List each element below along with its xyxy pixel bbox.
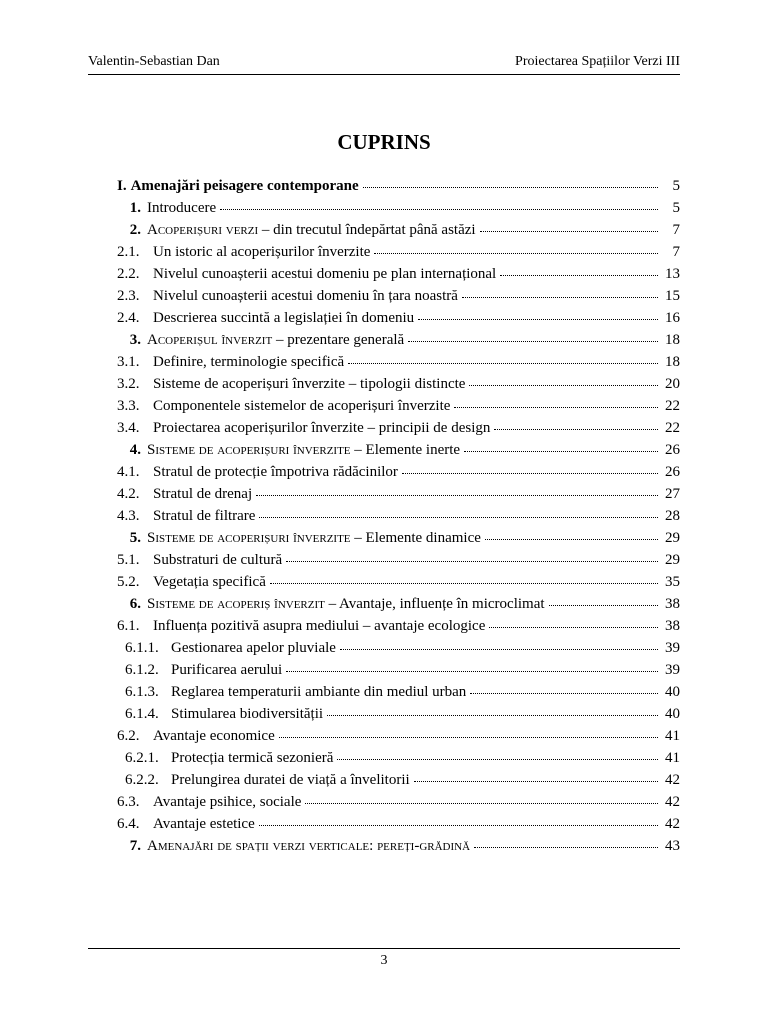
toc-entry[interactable] [117,285,680,307]
toc-entry-number: 7. [129,838,141,854]
toc-dot-leader [374,253,658,254]
toc-entry-page: 5 [672,178,680,194]
toc-entry-number: 5.1. [117,552,140,568]
toc-entry[interactable] [117,659,680,681]
toc-entry-title: Componentele sistemelor de acoperișuri înverzite [153,398,451,414]
toc-entry-title: Sisteme de acoperișuri înverzite – tipologii distincte [153,376,466,392]
toc-entry-title: Substraturi de cultură [153,552,283,568]
toc-entry[interactable] [117,175,680,197]
toc-entry-page: 20 [665,376,680,392]
toc-dot-leader [485,539,658,540]
toc-entry-page: 18 [665,332,680,348]
toc-dot-leader [408,341,658,342]
toc-entry-title: Amenajări peisagere contemporane [130,178,359,194]
toc-entry-title [147,439,460,461]
toc-dot-leader [469,385,658,386]
toc-dot-leader [259,825,658,826]
toc-entry-number: 6. [129,596,141,612]
toc-entry-number: 2.3. [117,288,140,304]
toc-dot-leader [363,187,658,188]
toc-entry-page: 42 [665,772,680,788]
toc-entry[interactable] [117,747,680,769]
toc-entry-title-rest: – din trecutul îndepărtat până astăzi [258,222,476,238]
toc-entry-title: Nivelul cunoașterii acestui domeniu în țara noastră [153,288,458,304]
toc-entry-number: 2. [129,222,141,238]
toc-entry-title-smallcaps: Sisteme de acoperișuri înverzite [147,530,351,546]
toc-entry[interactable] [117,329,680,351]
toc-entry-number: 6.2.2. [125,772,159,788]
toc-entry-page: 26 [665,464,680,480]
toc-entry-page: 13 [665,266,680,282]
toc-entry-number: 6.1.1. [125,640,159,656]
toc-entry-number: 6.2. [117,728,140,744]
toc-entry[interactable] [117,439,680,461]
toc-entry-title: Proiectarea acoperișurilor înverzite – principii de design [153,420,491,436]
toc-dot-leader [259,517,658,518]
toc-dot-leader [470,693,658,694]
toc-dot-leader [220,209,658,210]
toc-entry-title-smallcaps: Sisteme de acoperiș înverzit [147,596,325,612]
toc-dot-leader [549,605,658,606]
toc-entry[interactable] [117,681,680,703]
toc-entry-title [147,219,476,241]
toc-entry-page: 42 [665,794,680,810]
toc-entry[interactable] [117,373,680,395]
toc-entry-title: Nivelul cunoașterii acestui domeniu pe plan internațional [153,266,497,282]
toc-entry-page: 22 [665,398,680,414]
toc-entry-number: 4.1. [117,464,140,480]
toc-entry-number: 6.1.4. [125,706,159,722]
toc-entry-title [147,835,470,857]
toc-dot-leader [474,847,658,848]
toc-entry-page: 38 [665,596,680,612]
toc-entry-title: Vegetația specifică [153,574,266,590]
toc-entry-number: 2.2. [117,266,140,282]
toc-entry-page: 16 [665,310,680,326]
toc-entry-number: 6.1. [117,618,140,634]
toc-entry[interactable] [117,483,680,505]
toc-entry[interactable] [117,219,680,241]
toc-entry-page: 39 [665,640,680,656]
toc-entry-page: 7 [672,244,680,260]
toc-entry-page: 35 [665,574,680,590]
toc-entry-title: Reglarea temperaturii ambiante din mediul urban [171,684,467,700]
toc-entry-title: Un istoric al acoperișurilor înverzite [153,244,371,260]
toc-dot-leader [402,473,658,474]
toc-entry-title: Avantaje psihice, sociale [153,794,302,810]
toc-entry-title-smallcaps: Amenajări de spații verzi verticale: pereți-grădină [147,838,471,854]
toc-entry[interactable] [117,593,680,615]
toc-entry-number: 3.4. [117,420,140,436]
toc-entry-page: 15 [665,288,680,304]
header-author: Valentin-Sebastian Dan [88,54,220,69]
toc-dot-leader [489,627,658,628]
toc-entry-title-rest: – prezentare generală [272,332,405,348]
toc-entry-page: 29 [665,552,680,568]
toc-dot-leader [480,231,658,232]
toc-dot-leader [462,297,658,298]
toc-entry-page: 39 [665,662,680,678]
toc-entry[interactable] [117,725,680,747]
toc-entry-number: 6.3. [117,794,140,810]
toc-entry[interactable] [117,615,680,637]
toc-dot-leader [256,495,658,496]
toc-entry[interactable] [117,241,680,263]
toc-entry-number: 2.4. [117,310,140,326]
toc-entry[interactable] [117,307,680,329]
toc-entry-title: Introducere [147,200,217,216]
toc-entry[interactable] [117,813,680,835]
toc-entry[interactable] [117,791,680,813]
toc-entry-number: 2.1. [117,244,140,260]
toc-entry[interactable] [117,417,680,439]
toc-dot-leader [305,803,658,804]
toc-entry-title-rest: – Avantaje, influențe în microclimat [324,596,545,612]
toc-entry-page: 27 [665,486,680,502]
toc-entry-number: 6.4. [117,816,140,832]
toc-dot-leader [348,363,658,364]
toc-entry-page: 42 [665,816,680,832]
toc-entry-number: 5.2. [117,574,140,590]
toc-entry-page: 28 [665,508,680,524]
toc-entry-title: Stratul de drenaj [153,486,253,502]
toc-entry[interactable] [117,549,680,571]
toc-entry-page: 26 [665,442,680,458]
toc-entry-number: 6.1.3. [125,684,159,700]
toc-entry[interactable] [117,835,680,857]
toc-title: CUPRINS [337,130,431,154]
toc-dot-leader [418,319,658,320]
table-of-contents [117,175,680,857]
toc-entry-page: 18 [665,354,680,370]
toc-entry-number: I. [117,178,127,194]
toc-dot-leader [454,407,658,408]
toc-entry-title-smallcaps: Sisteme de acoperișuri înverzite [147,442,351,458]
footer-rule [88,948,680,949]
toc-entry-title-rest: – Elemente inerte [350,442,461,458]
toc-entry[interactable] [117,571,680,593]
page-number: 3 [380,953,388,968]
toc-dot-leader [337,759,658,760]
toc-entry-title: Gestionarea apelor pluviale [171,640,336,656]
toc-dot-leader [286,671,658,672]
toc-entry-title: Stratul de protecție împotriva rădăcinilor [153,464,398,480]
toc-dot-leader [464,451,658,452]
toc-entry-title: Definire, terminologie specifică [153,354,345,370]
toc-dot-leader [340,649,658,650]
toc-entry-title-rest: – Elemente dinamice [350,530,481,546]
toc-entry-page: 5 [672,200,680,216]
toc-entry-number: 1. [129,200,141,216]
toc-entry[interactable] [117,197,680,219]
toc-entry-page: 40 [665,684,680,700]
toc-entry-title [147,593,545,615]
toc-dot-leader [327,715,658,716]
toc-dot-leader [414,781,658,782]
toc-entry-number: 3.3. [117,398,140,414]
toc-entry-page: 43 [665,838,680,854]
toc-entry-title: Stimularea biodiversității [171,706,324,722]
toc-dot-leader [500,275,658,276]
toc-entry-title: Avantaje estetice [153,816,255,832]
toc-entry-number: 6.1.2. [125,662,159,678]
toc-entry-page: 29 [665,530,680,546]
toc-entry-number: 3. [129,332,141,348]
toc-entry-page: 41 [665,750,680,766]
toc-entry-page: 41 [665,728,680,744]
toc-entry-number: 5. [129,530,141,546]
toc-entry-title: Purificarea aerului [171,662,283,678]
toc-entry[interactable] [117,461,680,483]
toc-entry-page: 38 [665,618,680,634]
toc-entry[interactable] [117,351,680,373]
toc-entry[interactable] [117,527,680,549]
toc-dot-leader [270,583,658,584]
toc-entry-title [147,527,481,549]
toc-entry-page: 22 [665,420,680,436]
toc-entry-title [147,329,404,351]
toc-entry-title: Prelungirea duratei de viață a învelitorii [171,772,410,788]
page-header [88,52,680,75]
toc-entry[interactable] [117,769,680,791]
toc-entry-title: Influența pozitivă asupra mediului – avantaje ecologice [153,618,486,634]
toc-entry-title: Avantaje economice [153,728,275,744]
toc-entry-title-smallcaps: Acoperișul înverzit [147,332,273,348]
toc-dot-leader [279,737,658,738]
toc-entry-number: 3.2. [117,376,140,392]
toc-entry-number: 4.3. [117,508,140,524]
toc-dot-leader [286,561,658,562]
toc-entry[interactable] [117,703,680,725]
toc-entry[interactable] [117,263,680,285]
toc-entry-page: 7 [672,222,680,238]
toc-entry-title: Descrierea succintă a legislației în domeniu [153,310,415,326]
toc-entry[interactable] [117,637,680,659]
toc-entry-page: 40 [665,706,680,722]
toc-dot-leader [494,429,658,430]
header-book-title: Proiectarea Spațiilor Verzi III [515,54,680,69]
toc-entry-title-smallcaps: Acoperișuri verzi [147,222,259,238]
toc-entry-title: Stratul de filtrare [153,508,256,524]
toc-entry[interactable] [117,505,680,527]
toc-entry-number: 6.2.1. [125,750,159,766]
toc-entry-number: 4.2. [117,486,140,502]
toc-entry-number: 4. [129,442,141,458]
toc-entry-number: 3.1. [117,354,140,370]
toc-entry[interactable] [117,395,680,417]
toc-entry-title: Protecția termică sezonieră [171,750,334,766]
